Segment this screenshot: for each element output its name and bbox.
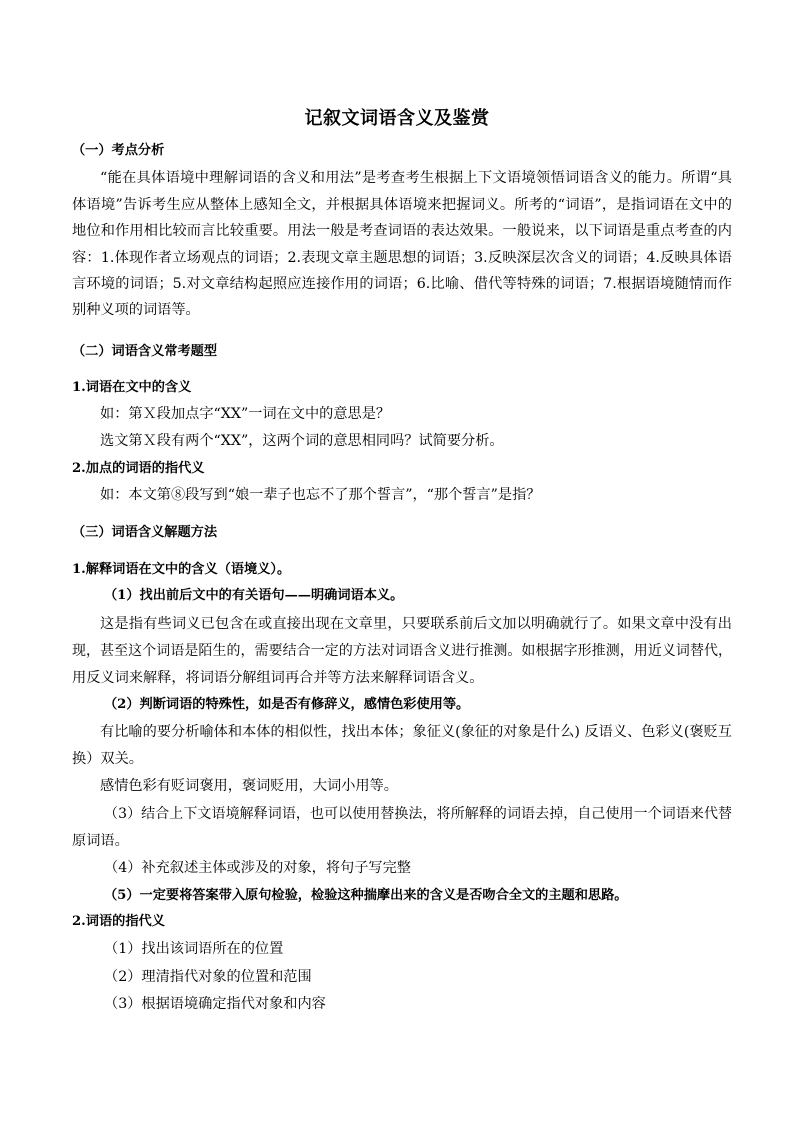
method-5-line: （5）一定要将答案带入原句检验，检验这种揣摩出来的含义是否吻合全文的主题和思路。 [104,888,628,903]
section-2-example-line: 如：第Ｘ段加点字“XX”一词在文中的意思是？ [100,406,391,422]
method-1-paragraph-line: 现，甚至这个词语是陌生的，需要结合一定的方法对词语含义进行推测。如根据字形推测，用近义词替代， [72,643,732,659]
section-2-heading: （二）词语含义常考题型 [72,344,218,359]
method-2-paragraph-line: 感情色彩有贬词褒用，褒词贬用，大词小用等。 [100,778,398,794]
section-1-paragraph-line: 容：1.体现作者立场观点的词语；2.表现文章主题思想的词语；3.反映深层次含义的词语；4.反映具体语 [72,250,732,266]
section-2-example-line: 如：本文第⑧段写到“娘一辈子也忘不了那个誓言”，“那个誓言”是指？ [100,487,541,503]
step-line: （3）根据语境确定指代对象和内容 [104,996,326,1012]
method-3-line: 原词语。 [72,833,129,849]
method-1-heading: （1）找出前后文中的有关语句——明确词语本义。 [104,588,404,603]
method-3-line: （3）结合上下文语境解释词语，也可以使用替换法，将所解释的词语去掉，自己使用一个词语来代替 [104,806,732,822]
section-1-paragraph-line: “能在具体语境中理解词语的含义和用法”是考查考生根据上下文语境领悟词语含义的能力。所谓“具 [100,170,732,186]
section-1-paragraph-line: 地位和作用相比较而言比较重要。用法一般是考查词语的表达效果。一般说来，以下词语是重点考查的内 [72,223,732,239]
method-1-paragraph-line: 这是指有些词义已包含在或直接出现在文章里，只要联系前后文加以明确就行了。如果文章中没有出 [100,616,732,632]
section-2-example-line: 选文第Ｘ段有两个“XX”，这两个词的意思相同吗？试简要分析。 [100,433,504,449]
method-2-paragraph-line: 有比喻的要分析喻体和本体的相似性，找出本体；象征义(象征的对象是什么) 反语义、色彩义(褒贬互 [100,724,732,740]
section-1-paragraph-line: 言环境的词语；5.对文章结构起照应连接作用的词语；6.比喻、借代等特殊的词语；7.根据语境随情而作 [72,276,732,292]
method-1-paragraph-line: 用反义词来解释，将词语分解组词再合并等方法来解释词语含义。 [72,670,484,686]
section-1-heading: （一）考点分析 [72,143,165,158]
section-1-paragraph-line: 体语境”告诉考生应从整体上感知全文，并根据具体语境来把握词义。所考的“词语”，是指词语在文中的 [72,197,732,213]
section-2-item-1-heading: 1.词语在文中的含义 [72,380,192,395]
section-3-item-2-heading: 2.词语的指代义 [72,914,165,929]
section-3-heading: （三）词语含义解题方法 [72,525,218,540]
section-1-paragraph-line: 别种义项的词语等。 [72,302,200,318]
page-title: 记叙文词语含义及鉴赏 [304,108,490,129]
section-3-item-1-heading: 1.解释词语在文中的含义（语境义）。 [72,562,291,577]
method-2-paragraph-line: 换）双关。 [72,751,143,767]
step-line: （2）理清指代对象的位置和范围 [104,969,312,985]
method-4-line: （4）补充叙述主体或涉及的对象，将句子写完整 [104,860,411,876]
section-2-item-2-heading: 2.加点的词语的指代义 [72,461,205,476]
method-2-heading: （2）判断词语的特殊性，如是否有修辞义，感情色彩使用等。 [104,697,470,712]
step-line: （1）找出该词语所在的位置 [104,941,284,957]
